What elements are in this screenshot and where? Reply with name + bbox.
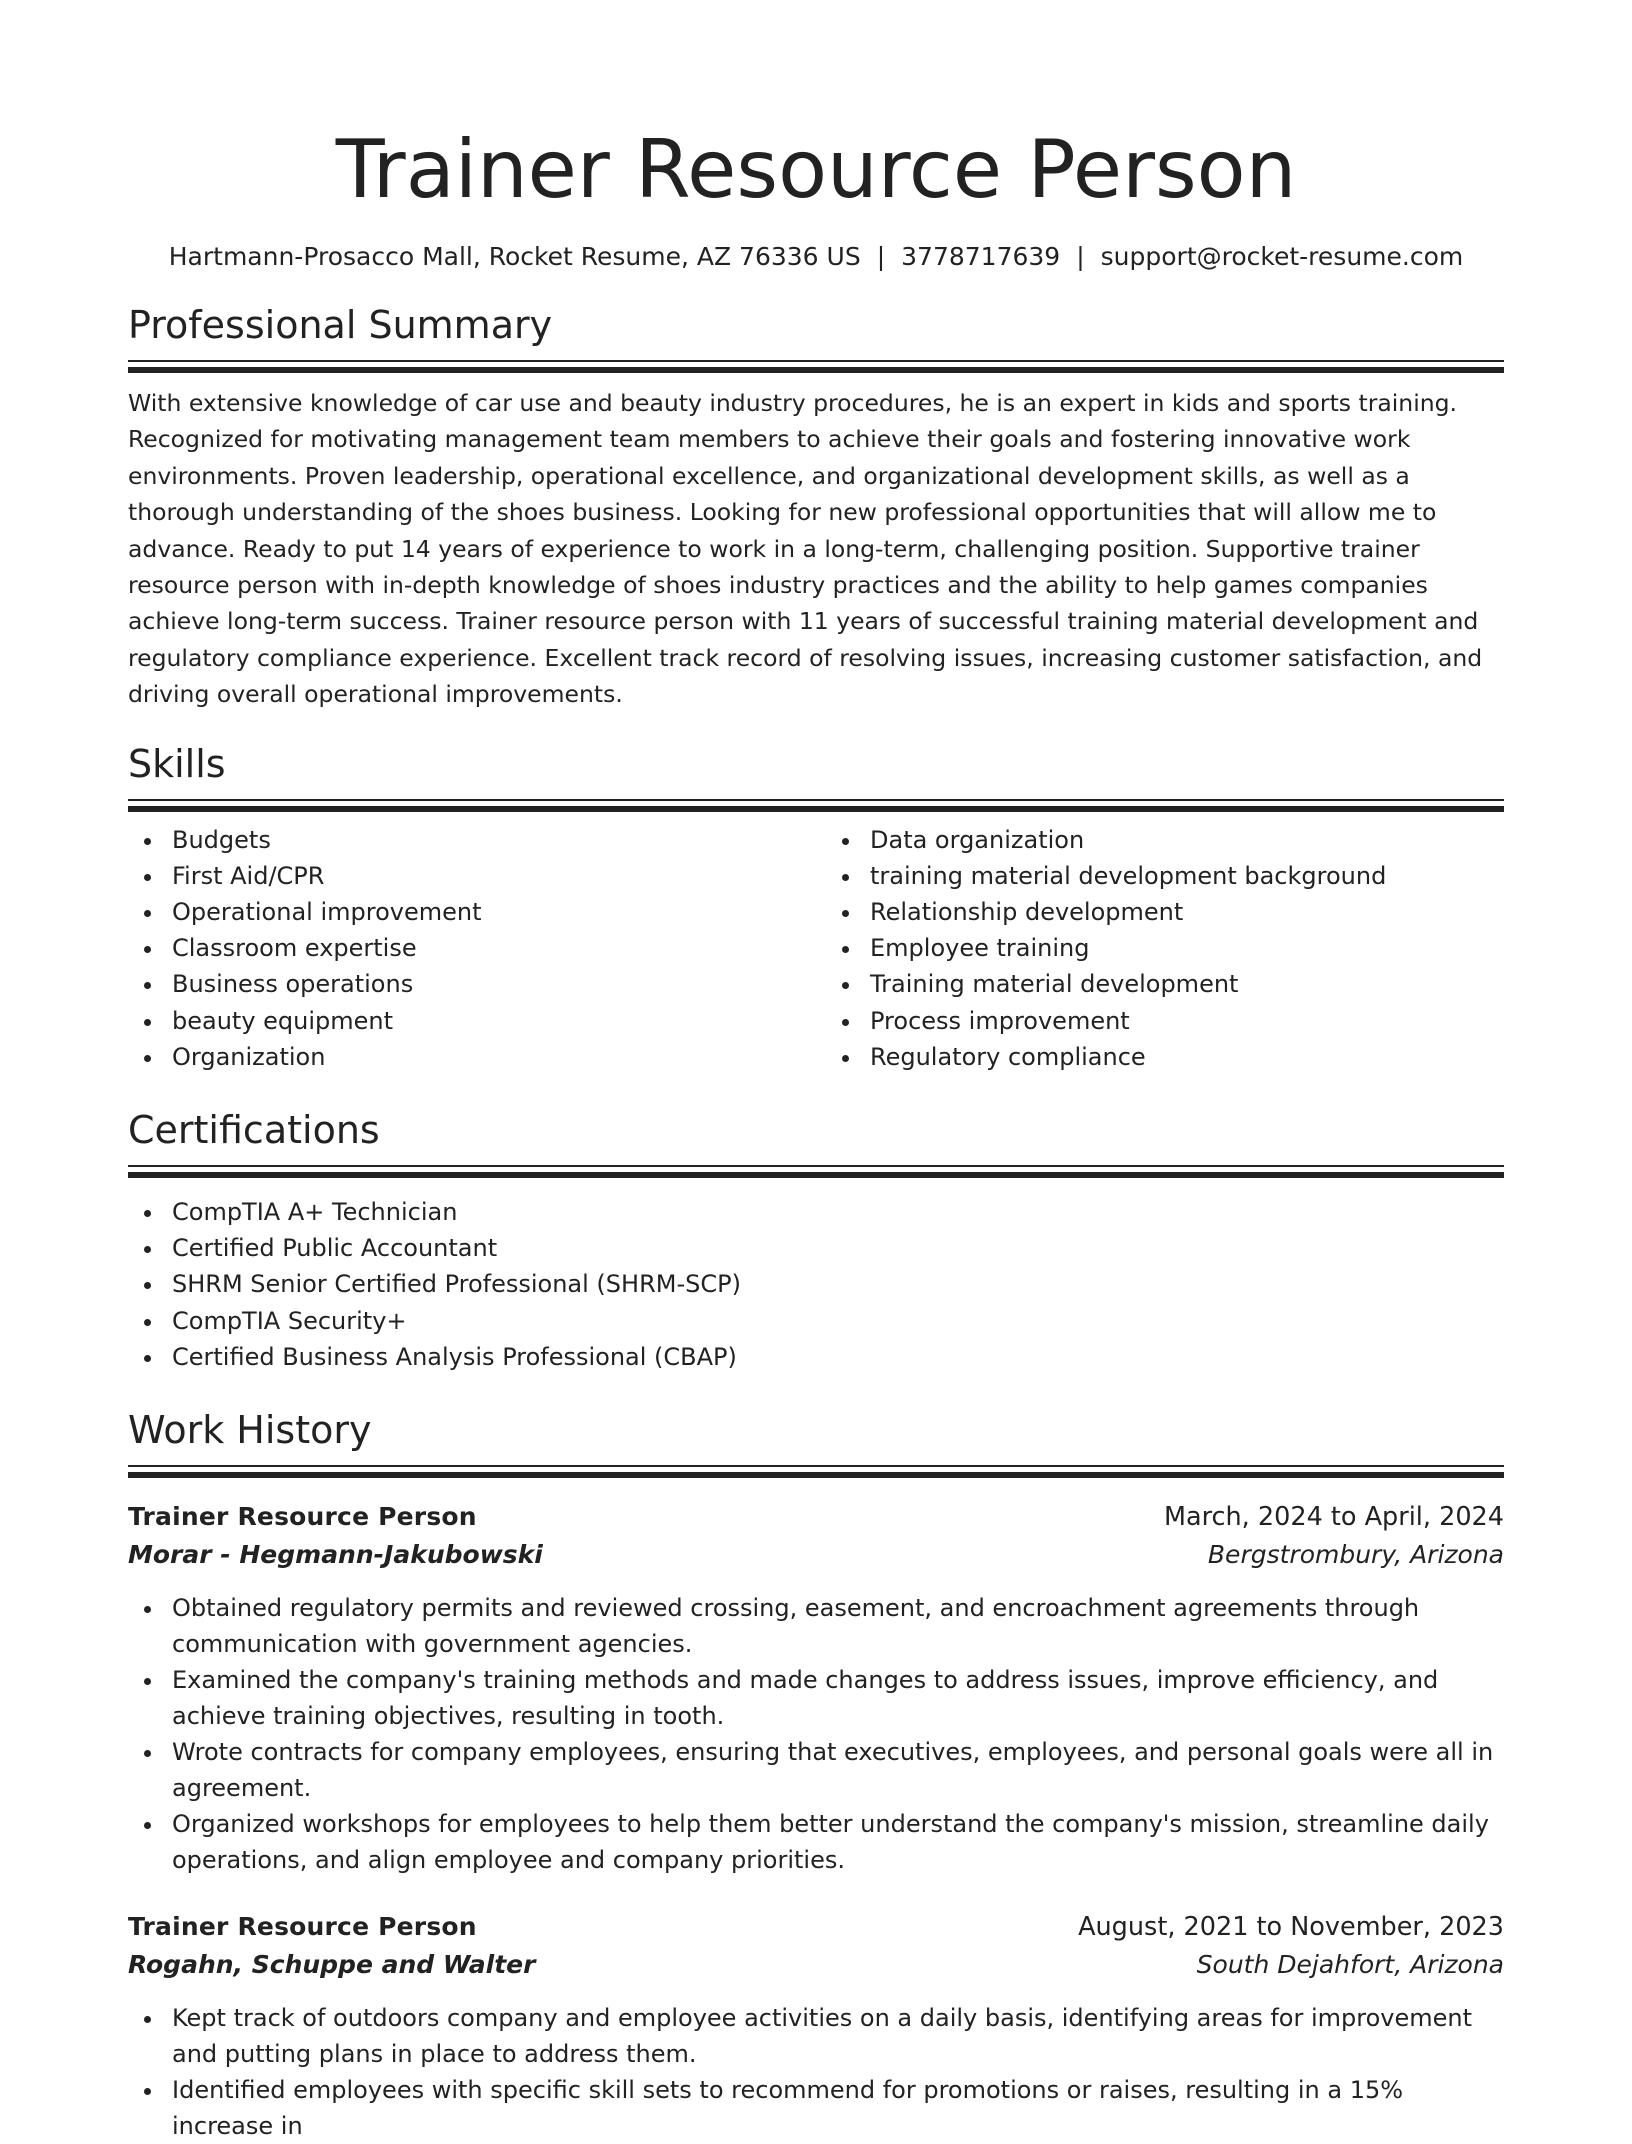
job-subheader	[128, 1946, 1504, 1984]
job-dates: March, 2024 to April, 2024	[1163, 1502, 1504, 1533]
list-item: Certified Business Analysis Professional (CBAP)	[128, 1339, 1504, 1375]
list-item: training material development background	[826, 858, 1504, 894]
skills-list-right	[816, 822, 1504, 1075]
job-title: Trainer Resource Person	[128, 1912, 477, 1942]
list-item: beauty equipment	[128, 1003, 816, 1039]
list-item: Budgets	[128, 822, 816, 858]
list-item: Obtained regulatory permits and reviewed crossing, easement, and encroachment agreements through communication with government agencies.	[128, 1590, 1504, 1662]
candidate-name: Trainer Resource Person	[335, 123, 1297, 216]
work-history-section	[128, 1405, 1504, 2144]
contact-phone: 3778717639	[901, 242, 1061, 271]
job-entry	[128, 1908, 1504, 2144]
section-divider	[128, 360, 1504, 373]
list-item: CompTIA A+ Technician	[128, 1194, 1504, 1230]
job-dates: August, 2021 to November, 2023	[1078, 1912, 1504, 1943]
certifications-list	[128, 1194, 1504, 1375]
list-item: Training material development	[826, 966, 1504, 1002]
contact-address: Hartmann-Prosacco Mall, Rocket Resume, AZ 76336 US	[168, 242, 861, 271]
list-item: Operational improvement	[128, 894, 816, 930]
list-item: Relationship development	[826, 894, 1504, 930]
list-item: Regulatory compliance	[826, 1039, 1504, 1075]
section-title-work-history: Work History	[128, 1408, 372, 1453]
job-company: Morar - Hegmann-Jakubowski	[128, 1540, 543, 1570]
job-subheader	[128, 1536, 1504, 1574]
job-location: Bergstrombury, Arizona	[1207, 1540, 1504, 1570]
job-title: Trainer Resource Person	[128, 1502, 477, 1532]
list-item: Kept track of outdoors company and employee activities on a daily basis, identifying areas for improvement and putting plans in place to address them.	[128, 2000, 1504, 2072]
section-title-certifications: Certifications	[128, 1108, 380, 1153]
contact-email[interactable]: support@rocket-resume.com	[1100, 242, 1464, 271]
job-bullets	[128, 1590, 1504, 1878]
list-item: Identified employees with specific skill sets to recommend for promotions or raises, resulting in a 15% increase in	[128, 2072, 1504, 2144]
job-header	[128, 1498, 1504, 1536]
job-location: South Dejahfort, Arizona	[1196, 1950, 1504, 1980]
contact-separator: |	[1076, 242, 1085, 271]
list-item: CompTIA Security+	[128, 1303, 1504, 1339]
summary-text: With extensive knowledge of car use and beauty industry procedures, he is an expert in kids and sports training. Recognized for motivating management team members to achieve their goals and fostering innovative work environments. Proven leadership, operational excellence, and organizational development skills, as well as a thorough understanding of the shoes business. Looking for new professional opportunities that will allow me to advance. Ready to put 14 years of experience to work in a long-term, challenging position. Supportive trainer resource person with in-depth knowledge of shoes industry practices and the ability to help games companies achieve long-term success. Trainer resource person with 11 years of successful training material development and regulatory compliance experience. Excellent track record of resolving issues, increasing customer satisfaction, and driving overall operational improvements.	[128, 389, 1483, 709]
list-item: Examined the company's training methods and made changes to address issues, improve efficiency, and achieve training objectives, resulting in tooth.	[128, 1662, 1504, 1734]
contact-line	[128, 240, 1504, 274]
section-title-skills: Skills	[128, 741, 226, 786]
list-item: First Aid/CPR	[128, 858, 816, 894]
list-item: Certified Public Accountant	[128, 1230, 1504, 1266]
contact-separator: |	[876, 242, 886, 271]
list-item: Organized workshops for employees to help them better understand the company's mission, streamline daily operations, and align employee and company priorities.	[128, 1806, 1504, 1878]
skills-grid	[128, 822, 1504, 1075]
section-divider	[128, 1165, 1504, 1178]
certifications-section	[128, 1105, 1504, 1375]
list-item: Data organization	[826, 822, 1504, 858]
section-divider	[128, 799, 1504, 812]
skills-section	[128, 739, 1504, 1075]
job-header	[128, 1908, 1504, 1946]
list-item: Wrote contracts for company employees, ensuring that executives, employees, and personal goals were all in agreement.	[128, 1734, 1504, 1806]
skills-list-left	[128, 822, 816, 1075]
list-item: SHRM Senior Certified Professional (SHRM-SCP)	[128, 1266, 1504, 1302]
job-company: Rogahn, Schuppe and Walter	[128, 1950, 536, 1980]
list-item: Classroom expertise	[128, 930, 816, 966]
list-item: Employee training	[826, 930, 1504, 966]
job-entry	[128, 1498, 1504, 1878]
list-item: Business operations	[128, 966, 816, 1002]
list-item: Organization	[128, 1039, 816, 1075]
summary-section	[128, 300, 1504, 713]
section-title-summary: Professional Summary	[128, 303, 553, 347]
job-bullets	[128, 2000, 1504, 2144]
list-item: Process improvement	[826, 1003, 1504, 1039]
section-divider	[128, 1465, 1504, 1478]
